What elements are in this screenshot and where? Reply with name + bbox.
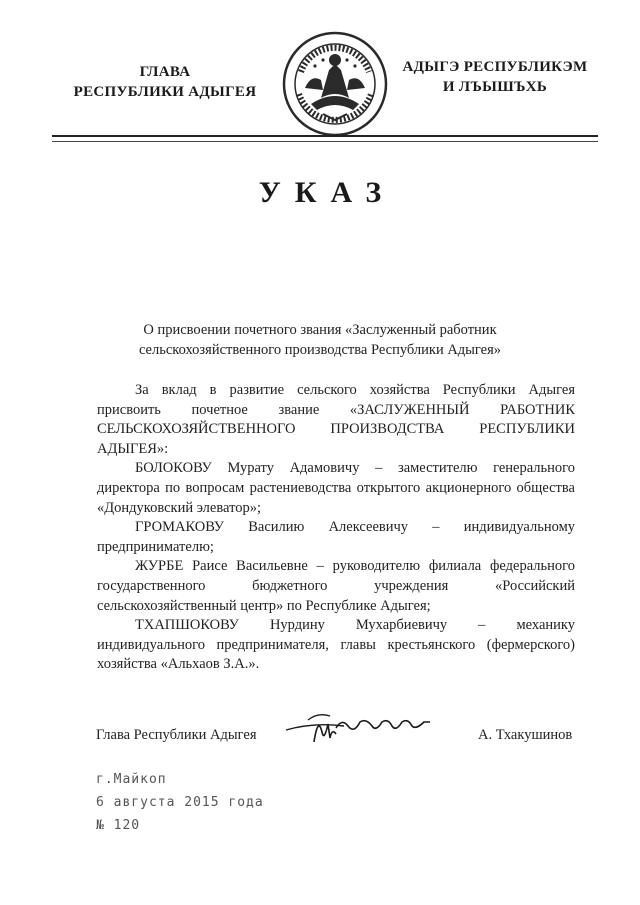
header-right (392, 57, 598, 97)
document-body (97, 381, 575, 675)
body-paragraph-intro: За вклад в развитие сельского хозяйства Республики Адыгея присвоить почетное звание «ЗАСЛУЖЕННЫЙ РАБОТНИК СЕЛЬСКОХОЗЯЙСТВЕННОГО ПРОИЗВОДСТВА РЕСПУБЛИКИ АДЫГЕЯ»: (97, 382, 575, 457)
header-rule-thin (52, 141, 598, 142)
body-paragraph-awardee-1: БОЛОКОВУ Мурату Адамовичу – заместителю генерального директора по вопросам растениеводства открытого акционерного общества «Дондуковский элеватор»; (97, 460, 575, 516)
subject-line1: О присвоении почетного звания «Заслуженный работник (143, 322, 497, 338)
header-left-line1: ГЛАВА (139, 64, 191, 80)
stamp-date: 6 августа 2015 года (96, 795, 264, 810)
adygea-emblem-icon (281, 30, 389, 138)
signer-name: А. Тхакушинов (478, 727, 573, 743)
body-paragraph-awardee-2: ГРОМАКОВУ Василию Алексеевичу – индивидуальному предпринимателю; (97, 519, 575, 555)
stamp-number: № 120 (96, 818, 141, 833)
header-left (40, 62, 290, 102)
document-title: УКАЗ (258, 176, 396, 209)
body-paragraph-awardee-4: ТХАПШОКОВУ Нурдину Мухарбиевичу – механику индивидуального предпринимателя, главы крестьянского (фермерского) хозяйства «Альхаов З.А.». (97, 617, 575, 673)
header-left-line2: РЕСПУБЛИКИ АДЫГЕЯ (73, 84, 257, 100)
header-rule-thick (52, 135, 598, 137)
document-subject (80, 320, 560, 360)
stamp-city: г.Майкоп (96, 772, 167, 787)
subject-line2: сельскохозяйственного производства Республики Адыгея» (138, 342, 502, 358)
body-paragraph-awardee-3: ЖУРБЕ Раисе Васильевне – руководителю филиала федерального государственного бюджетного учреждения «Российский сельскохозяйственный центр» по Республике Адыгея; (97, 558, 575, 614)
header-right-line1: АДЫГЭ РЕСПУБЛИКЭМ (402, 59, 588, 75)
header-right-line2: И ЛЪЫШЪХЬ (442, 79, 548, 95)
handwritten-signature-icon (284, 708, 434, 748)
signer-position: Глава Республики Адыгея (96, 727, 257, 743)
